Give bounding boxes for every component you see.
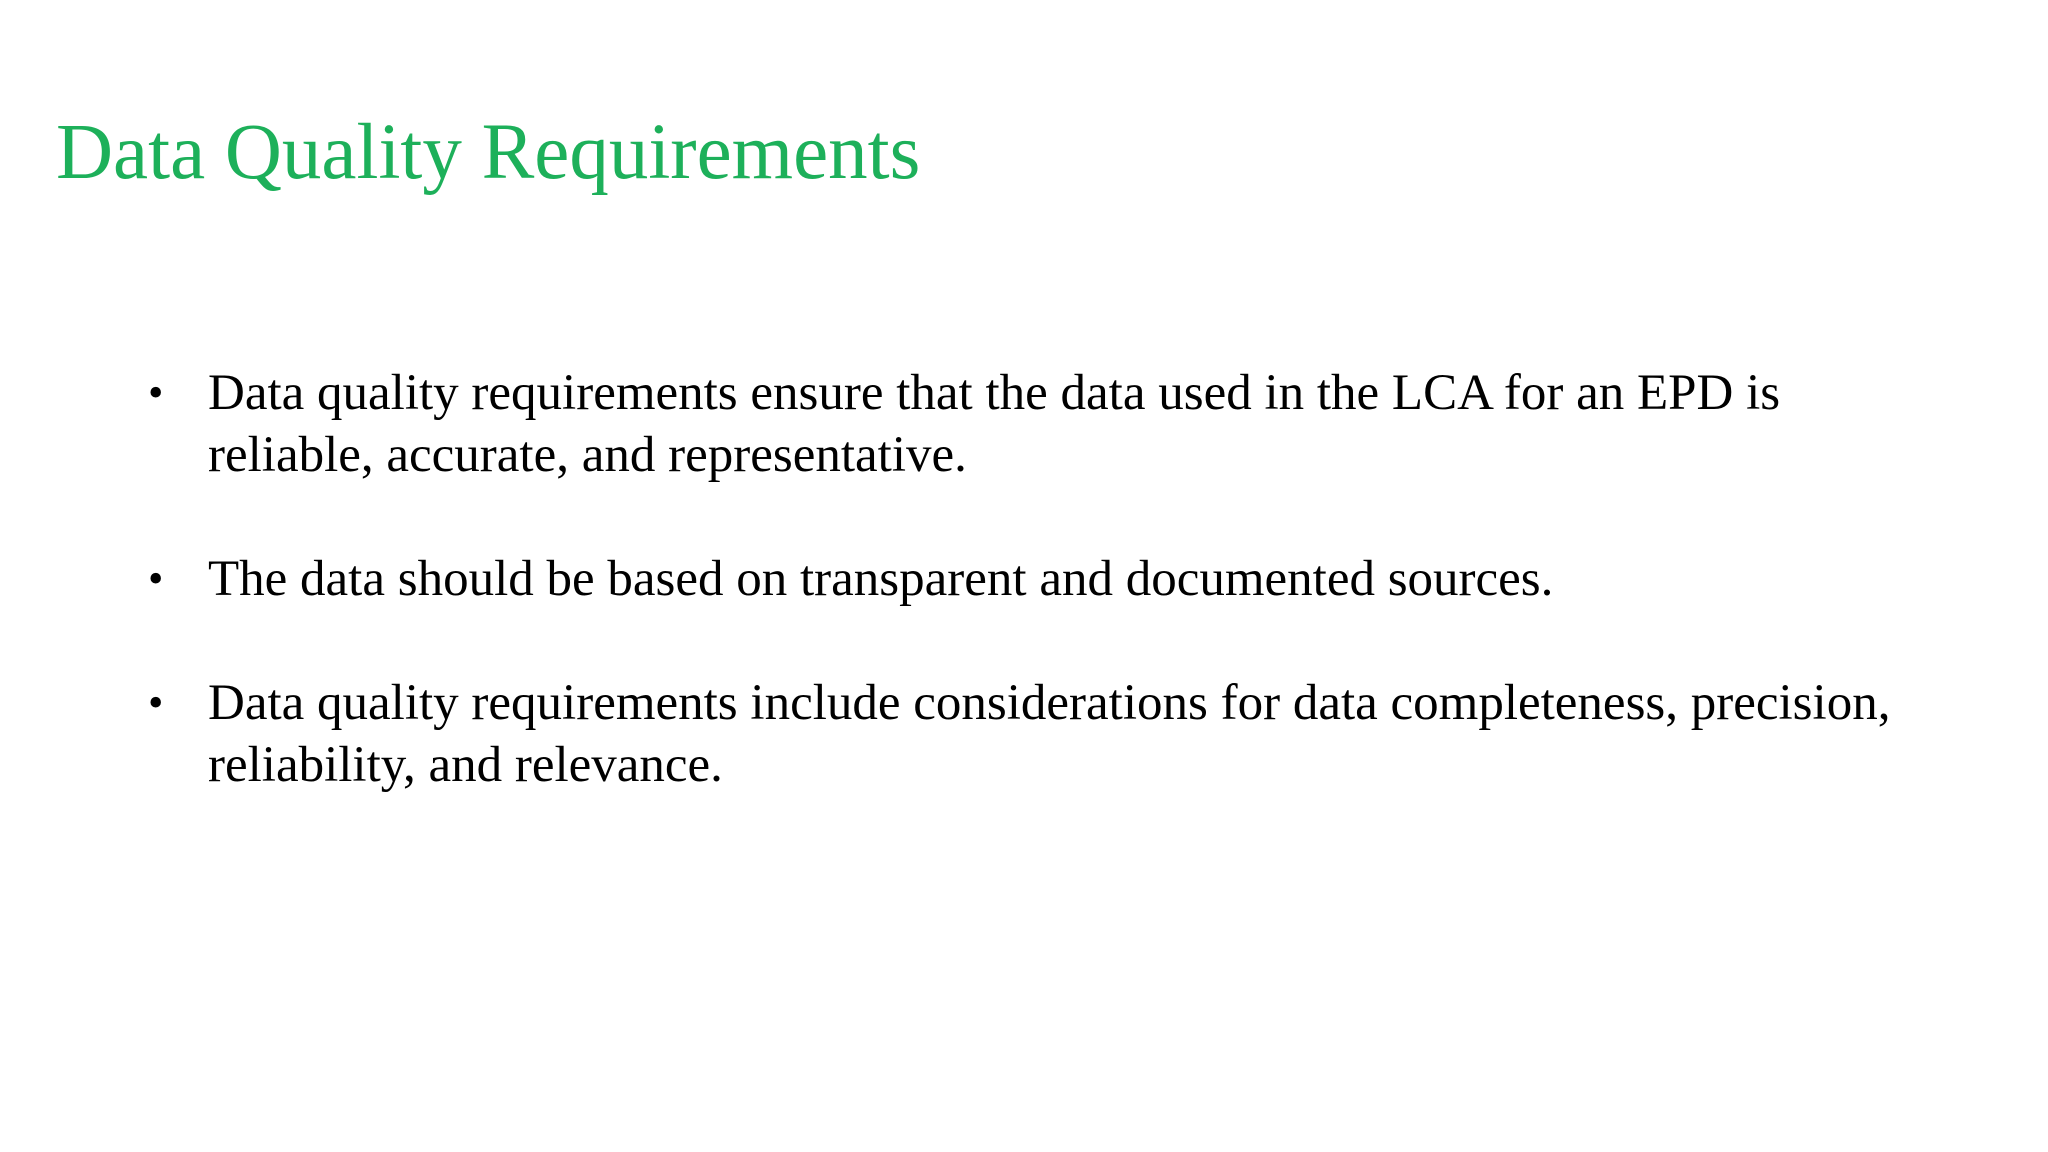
bullet-text: Data quality requirements ensure that the data used in the LCA for an EPD is reliable, accurate, and representative. xyxy=(208,365,1781,483)
slide-title: Data Quality Requirements xyxy=(56,109,921,196)
bullet-item xyxy=(148,362,1948,486)
bullet-item xyxy=(148,672,1948,796)
bullet-text: Data quality requirements include considerations for data completeness, precision, reliability, and relevance. xyxy=(208,675,1891,793)
bullet-text: The data should be based on transparent and documented sources. xyxy=(208,551,1554,607)
bullet-list xyxy=(148,362,1948,796)
bullet-icon: • xyxy=(148,368,164,417)
bullet-icon: • xyxy=(148,678,164,727)
bullet-item xyxy=(148,548,1948,610)
bullet-icon: • xyxy=(148,554,164,603)
